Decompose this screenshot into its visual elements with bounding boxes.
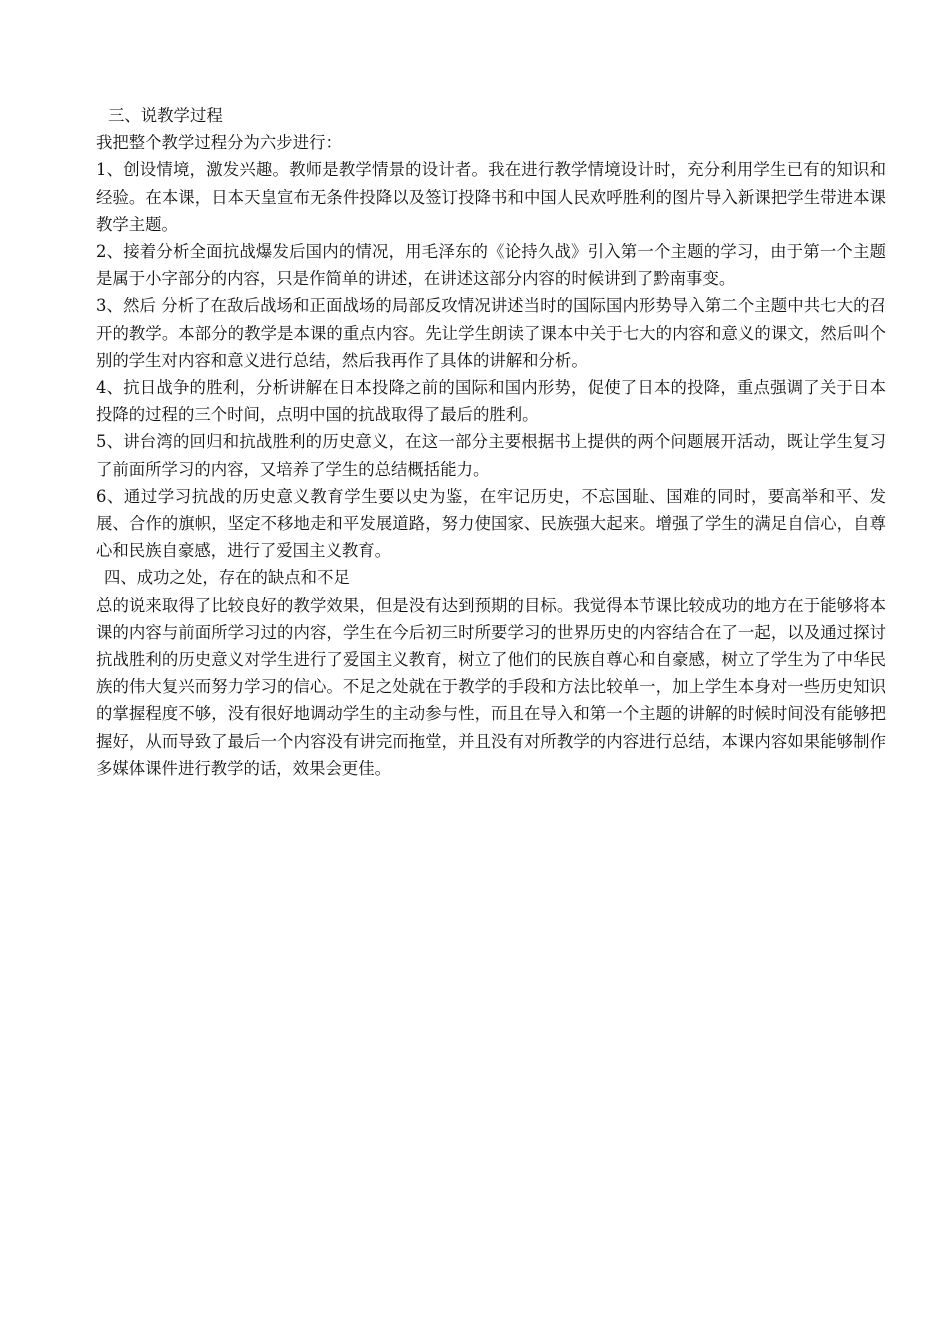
step-4-paragraph: 4、抗日战争的胜利，分析讲解在日本投降之前的国际和国内形势，促使了日本的投降，重点强调了关于日本投降的过程的三个时间，点明中国的抗战取得了最后的胜利。 <box>96 378 886 425</box>
step-5-paragraph: 5、讲台湾的回归和抗战胜利的历史意义，在这一部分主要根据书上提供的两个问题展开活动，既让学生复习了前面所学习的内容，又培养了学生的总结概括能力。 <box>96 432 886 479</box>
process-intro: 我把整个教学过程分为六步进行： <box>96 133 342 153</box>
step-1-paragraph: 1、创设情境，激发兴趣。教师是教学情景的设计者。我在进行教学情境设计时，充分利用学生已有的知识和经验。在本课，日本天皇宣布无条件投降以及签订投降书和中国人民欢呼胜利的图片导入新课把学生带进本课教学主题。 <box>96 160 886 234</box>
section4-heading: 四、成功之处，存在的缺点和不足 <box>104 568 350 588</box>
section3-heading: 三、说教学过程 <box>108 106 223 125</box>
step-3-paragraph: 3、然后 分析了在敌后战场和正面战场的局部反攻情况讲述当时的国际国内形势导入第二个主题中共七大的召开的教学。本部分的教学是本课的重点内容。先让学生朗读了课本中关于七大的内容和意义的课文，然后叫个别的学生对内容和意义进行总结，然后我再作了具体的讲解和分析。 <box>96 296 886 370</box>
step-2-paragraph: 2、接着分析全面抗战爆发后国内的情况，用毛泽东的《论持久战》引入第一个主题的学习，由于第一个主题是属于小字部分的内容，只是作简单的讲述，在讲述这部分内容的时候讲到了黔南事变。 <box>96 242 886 289</box>
step-6-paragraph: 6、通过学习抗战的历史意义教育学生要以史为鉴，在牢记历史，不忘国耻、国难的同时，要高举和平、发展、合作的旗帜，坚定不移地走和平发展道路，努力使国家、民族强大起来。增强了学生的满足自信心，自尊心和民族自豪感，进行了爱国主义教育。 <box>96 486 886 561</box>
summary-paragraph: 总的说来取得了比较良好的教学效果，但是没有达到预期的目标。我觉得本节课比较成功的地方在于能够将本课的内容与前面所学习过的内容，学生在今后初三时所要学习的世界历史的内容结合在了一起，以及通过探讨抗战胜利的历史意义对学生进行了爱国主义教育，树立了他们的民族自尊心和自豪感，树立了学生为了中华民族的伟大复兴而努力学习的信心。不足之处就在于教学的手段和方法比较单一，加上学生本身对一些历史知识的掌握程度不够，没有很好地调动学生的主动参与性，而且在导入和第一个主题的讲解的时候时间没有能够把握好，从而导致了最后一个内容没有讲完而拖堂，并且没有对所教学的内容进行总结，本课内容如果能够制作多媒体课件进行教学的话，效果会更佳。 <box>96 595 886 778</box>
document-body <box>96 102 886 782</box>
